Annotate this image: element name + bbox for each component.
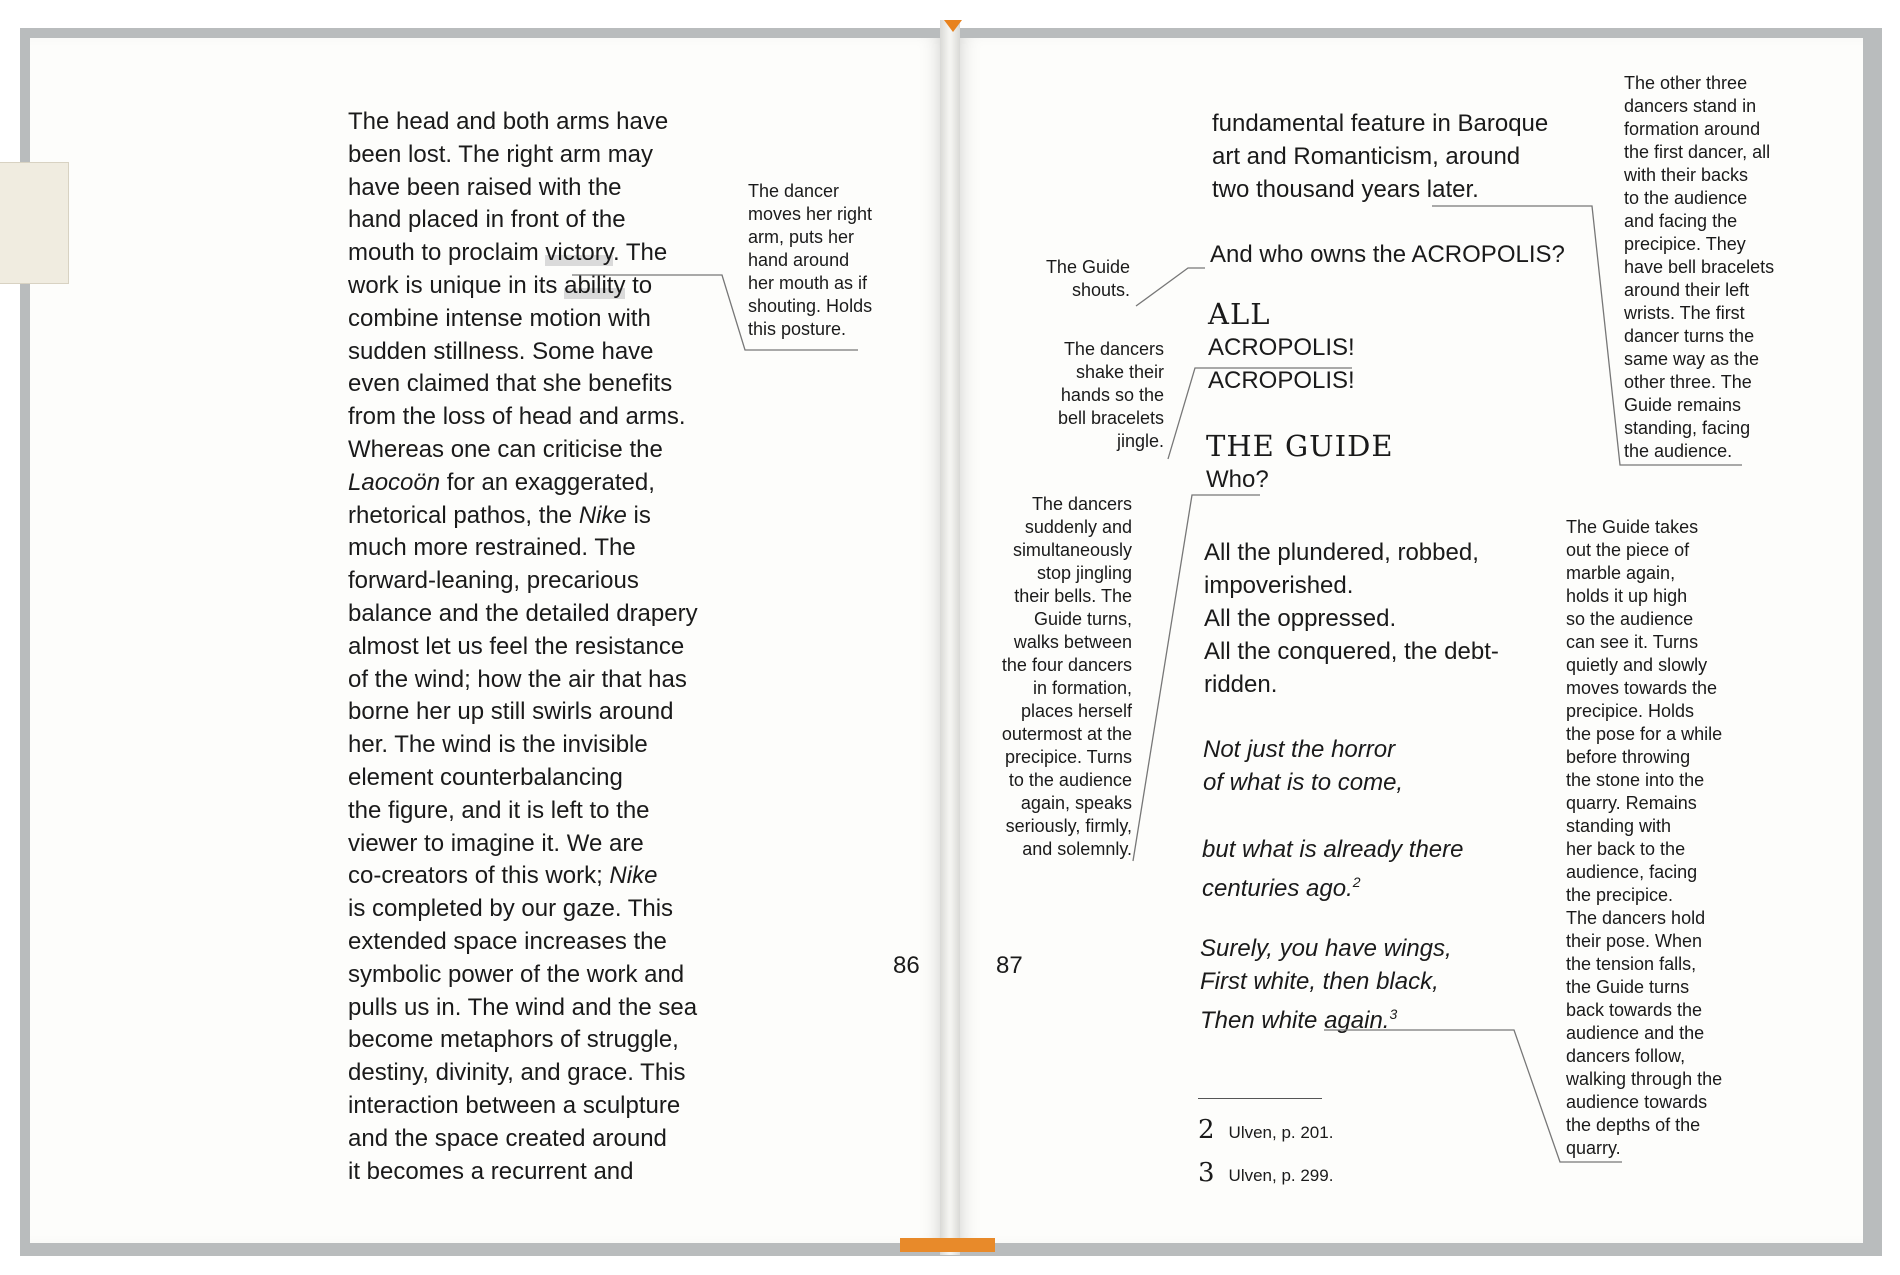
left-body-text — [348, 106, 748, 1188]
italic-verse-1: Not just the horror of what is to come, — [1203, 736, 1404, 796]
stage-direction-dancers-shake: The dancers shake their hands so the bell bracelets jingle. — [1057, 339, 1164, 451]
italic-verse-2: but what is already there centuries ago.$^2$ — [1202, 836, 1464, 902]
highlighted-word: ability — [564, 271, 626, 299]
stage-direction-other-three: The other three dancers stand in formation around the first dancer, all with their backs to the audience and facing the precipice. They have bell bracelets around their left wrists. The first dancer turns the same way as the other three. The Guide remains standing, facing the audience. — [1624, 73, 1775, 461]
speaker-the-guide: THE GUIDE — [1206, 429, 1394, 463]
body-line: balance and the detailed drapery — [348, 599, 698, 627]
body-line: interaction between a sculpture — [348, 1091, 681, 1119]
body-line: borne her up still swirls around — [348, 698, 674, 726]
footnote-divider — [1198, 1098, 1322, 1099]
body-line: hand placed in front of the — [348, 206, 626, 234]
body-line: sudden stillness. Some have — [348, 337, 654, 365]
stage-direction-dancers-stop: The dancers suddenly and simultaneously stop jingling their bells. The Guide turns, walks between the four dancers in formation, places herself outermost at the precipice. Turns to the audience again, speaks seriously, firmly, and solemnly. — [1001, 494, 1132, 859]
body-line: been lost. The right arm may — [348, 140, 654, 168]
footnote-ref[interactable]: 3 — [1389, 1006, 1398, 1022]
footnote-ref[interactable]: 2 — [1352, 874, 1361, 890]
body-line: pulls us in. The wind and the sea — [348, 993, 698, 1021]
speaker-all: ALL — [1208, 297, 1271, 331]
body-line: element counterbalancing — [348, 763, 623, 791]
footnote-2: 2 Ulven, p. 201. — [1198, 1115, 1334, 1145]
body-line: even claimed that she benefits — [348, 370, 673, 398]
body-line: almost let us feel the resistance — [348, 632, 685, 660]
body-line: symbolic power of the work and — [348, 960, 685, 988]
guide-question: And who owns the ACROPOLIS? — [1210, 241, 1565, 268]
italic-verse-3: Surely, you have wings, First white, then black, Then white again.$^3$ — [1200, 935, 1452, 1034]
body-line: and the space created around — [348, 1124, 667, 1152]
body-line: of the wind; how the air that has — [348, 665, 687, 693]
body-line: combine intense motion with — [348, 304, 651, 332]
stage-direction-guide-takes: The Guide takes out the piece of marble again, holds it up high so the audience can see it. Turns quietly and slowly moves towards the precipice. Holds the pose for a while before throwing the stone into the quarry. Remains standing with her back to the audience, facing the precipice. The dancers hold their pose. When the tension falls, the Guide turns back towards the audience and the dancers follow, walking through the audience towards the depths of the quarry. — [1566, 517, 1723, 1158]
body-line: from the loss of head and arms. — [348, 403, 686, 431]
stage-direction-guide-shouts: The Guide shouts. — [1045, 257, 1130, 300]
body-line: The head and both arms have — [348, 108, 669, 135]
body-line: mouth to proclaim victory. The — [348, 239, 668, 267]
footnote-3: 3 Ulven, p. 299. — [1198, 1158, 1334, 1188]
body-line: have been raised with the — [348, 173, 622, 201]
body-line: extended space increases the — [348, 927, 667, 955]
body-line: the figure, and it is left to the — [348, 796, 650, 824]
body-line: it becomes a recurrent and — [348, 1157, 634, 1185]
body-line: her. The wind is the invisible — [348, 731, 648, 759]
page-number-left: 86 — [893, 952, 920, 979]
body-line: become metaphors of struggle, — [348, 1026, 679, 1054]
bookmark-ribbon — [944, 20, 962, 32]
page-number-right: 87 — [996, 952, 1023, 979]
body-line: forward-leaning, precarious — [348, 567, 639, 595]
body-line: co-creators of this work; Nike — [348, 862, 658, 890]
highlighted-word: victory — [545, 239, 613, 267]
body-line: Whereas one can criticise the — [348, 435, 663, 463]
body-line: is completed by our gaze. This — [348, 895, 674, 923]
spine-band — [900, 1238, 995, 1252]
answer-lines: All the plundered, robbed, impoverished. All the oppressed. All the conquered, the debt- ridden. — [1204, 539, 1499, 698]
body-line: rhetorical pathos, the Nike is — [348, 501, 651, 529]
top-lines: fundamental feature in Baroque art and Romanticism, around two thousand years later. — [1212, 110, 1549, 203]
body-line: work is unique in its ability to — [348, 271, 653, 299]
all-speech: ALL ACROPOLIS! ACROPOLIS! — [1208, 297, 1355, 394]
body-line: much more restrained. The — [348, 534, 636, 562]
body-line: viewer to imagine it. We are — [348, 829, 644, 857]
page-tab-marker — [0, 163, 68, 283]
stage-direction-dancer-arm: The dancer moves her right arm, puts her hand around her mouth as if shouting. Holds this posture. — [748, 181, 873, 339]
guide-speech: THE GUIDE Who? — [1206, 429, 1394, 493]
book-gutter — [940, 20, 960, 1255]
body-line: Laocoön for an exaggerated, — [348, 468, 655, 496]
body-line: destiny, divinity, and grace. This — [348, 1059, 686, 1087]
